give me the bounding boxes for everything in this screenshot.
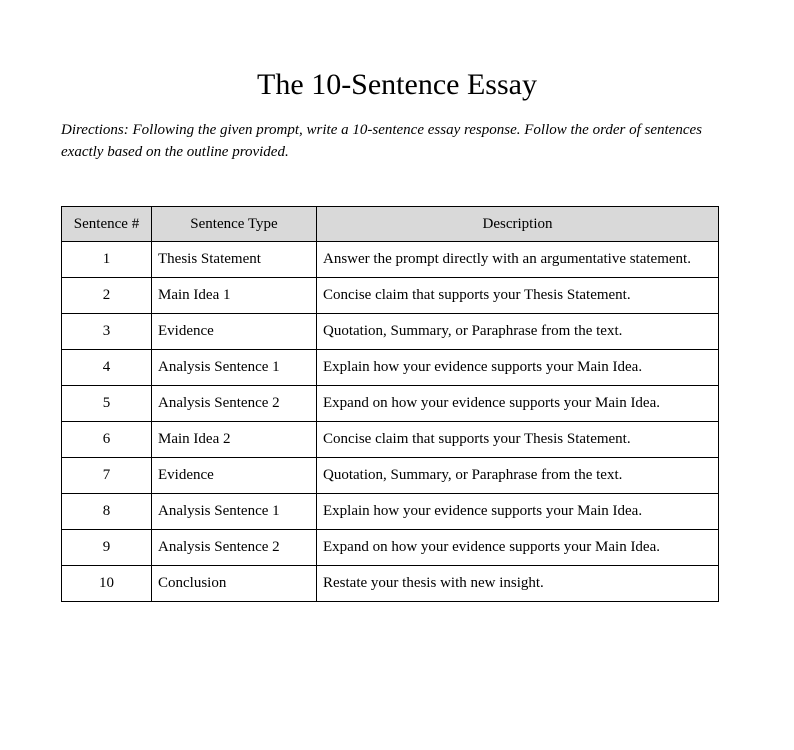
- cell-sentence-type: Main Idea 1: [152, 278, 317, 314]
- directions-text: Directions: Following the given prompt, write a 10-sentence essay response. Follow the order of sentences exactly based on the outline provided.: [61, 122, 702, 160]
- cell-description: Concise claim that supports your Thesis Statement.: [317, 422, 719, 458]
- cell-sentence-type: Main Idea 2: [152, 422, 317, 458]
- table-row: [62, 530, 719, 566]
- cell-description: Restate your thesis with new insight.: [317, 566, 719, 602]
- cell-description: Answer the prompt directly with an argumentative statement.: [317, 242, 719, 278]
- table-row: [62, 278, 719, 314]
- header-sentence-number: Sentence #: [62, 207, 152, 242]
- cell-sentence-type: Conclusion: [152, 566, 317, 602]
- cell-description: Concise claim that supports your Thesis Statement.: [317, 278, 719, 314]
- cell-sentence-type: Analysis Sentence 1: [152, 494, 317, 530]
- cell-description: Expand on how your evidence supports your Main Idea.: [317, 530, 719, 566]
- cell-sentence-type: Evidence: [152, 314, 317, 350]
- cell-description: Expand on how your evidence supports your Main Idea.: [317, 386, 719, 422]
- cell-sentence-number: 5: [62, 386, 152, 422]
- table-row: [62, 242, 719, 278]
- cell-sentence-type: Evidence: [152, 458, 317, 494]
- table-row: [62, 566, 719, 602]
- cell-sentence-type: Thesis Statement: [152, 242, 317, 278]
- cell-sentence-type: Analysis Sentence 2: [152, 386, 317, 422]
- cell-description: Quotation, Summary, or Paraphrase from the text.: [317, 314, 719, 350]
- cell-description: Quotation, Summary, or Paraphrase from the text.: [317, 458, 719, 494]
- table-header-row: [62, 207, 719, 242]
- table-row: [62, 458, 719, 494]
- cell-sentence-number: 4: [62, 350, 152, 386]
- document-title: The 10-Sentence Essay: [257, 68, 537, 101]
- table-row: [62, 314, 719, 350]
- cell-description: Explain how your evidence supports your Main Idea.: [317, 350, 719, 386]
- cell-sentence-number: 9: [62, 530, 152, 566]
- essay-outline-table: [61, 206, 719, 602]
- cell-sentence-number: 3: [62, 314, 152, 350]
- header-sentence-type: Sentence Type: [152, 207, 317, 242]
- cell-sentence-number: 1: [62, 242, 152, 278]
- table-row: [62, 350, 719, 386]
- cell-sentence-number: 6: [62, 422, 152, 458]
- header-description: Description: [317, 207, 719, 242]
- cell-sentence-number: 2: [62, 278, 152, 314]
- cell-sentence-number: 10: [62, 566, 152, 602]
- table-row: [62, 422, 719, 458]
- table-row: [62, 386, 719, 422]
- cell-sentence-type: Analysis Sentence 2: [152, 530, 317, 566]
- cell-sentence-number: 7: [62, 458, 152, 494]
- cell-description: Explain how your evidence supports your Main Idea.: [317, 494, 719, 530]
- table-row: [62, 494, 719, 530]
- cell-sentence-number: 8: [62, 494, 152, 530]
- cell-sentence-type: Analysis Sentence 1: [152, 350, 317, 386]
